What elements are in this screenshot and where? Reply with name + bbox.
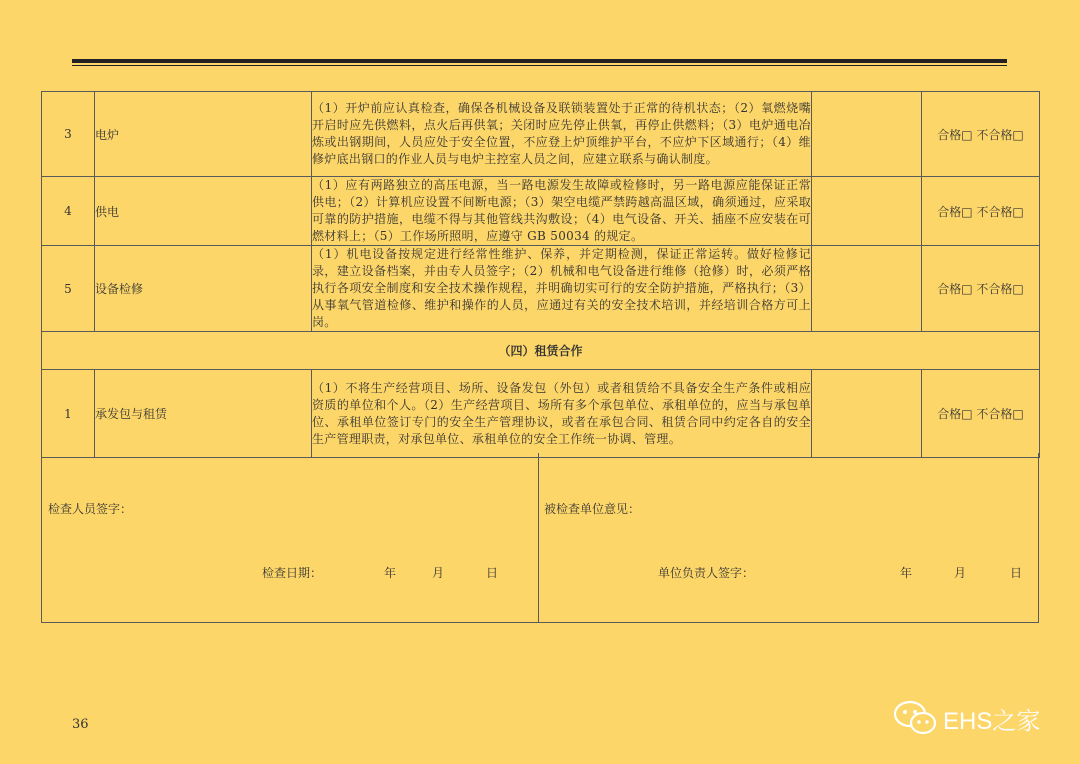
row-number: 1 bbox=[42, 370, 95, 458]
table-row bbox=[42, 92, 1040, 177]
signature-section bbox=[41, 453, 1039, 623]
sign-year: 年 bbox=[900, 566, 913, 580]
sign-month: 月 bbox=[954, 566, 967, 580]
item-requirements: （1）不将生产经营项目、场所、设备发包（外包）或者租赁给不具备安全生产条件或相应资质的单位和个人。（2）生产经营项目、场所有多个承包单位、承租单位的，应当与承包单位、承租单位签订专门的安全生产管理协议，或者在承包合同、租赁合同中约定各自的安全生产管理职责，对承包单位、承租单位的安全工作统一协调、管理。 bbox=[312, 370, 812, 458]
inspection-date-label: 检查日期： bbox=[262, 566, 323, 580]
item-requirements: （1）应有两路独立的高压电源，当一路电源发生故障或检修时，另一路电源应能保证正常供电；（2）计算机应设置不间断电源；（3）架空电缆严禁跨越高温区域，确须通过，应采取可靠的防护措施，电缆不得与其他管线共沟敷设；（4）电气设备、开关、插座不应安装在可燃材料上；（5）工作场所照明，应遵守 GB 50034 的规定。 bbox=[312, 177, 812, 246]
date-month: 月 bbox=[432, 566, 445, 580]
section-row bbox=[42, 332, 1040, 370]
unit-head-signature-label: 单位负责人签字： bbox=[658, 566, 755, 580]
blank-cell bbox=[812, 177, 922, 246]
row-number: 3 bbox=[42, 92, 95, 177]
table-row bbox=[42, 177, 1040, 246]
signature-divider bbox=[538, 453, 539, 622]
item-requirements: （1）开炉前应认真检查，确保各机械设备及联锁装置处于正常的待机状态；（2）氧燃烧嘴开启时应先供燃料，点火后再供氧；关闭时应先停止供氧，再停止供燃料；（3）电炉通电冶炼或出钢期间，人员应处于安全位置，不应登上炉顶维护平台，不应炉下区域通行；（4）维修炉底出钢口的作业人员与电炉主控室人员之间，应建立联系与确认制度。 bbox=[312, 92, 812, 177]
date-day: 日 bbox=[486, 566, 499, 580]
page-number: 36 bbox=[72, 717, 89, 732]
section-title: （四）租赁合作 bbox=[42, 332, 1040, 370]
watermark bbox=[893, 700, 1040, 736]
row-number: 4 bbox=[42, 177, 95, 246]
blank-cell bbox=[812, 246, 922, 332]
header-rule-thick bbox=[72, 59, 1007, 63]
unit-opinion-label: 被检查单位意见： bbox=[544, 502, 641, 516]
sign-day: 日 bbox=[1010, 566, 1023, 580]
result-checkbox[interactable]: 合格□ 不合格□ bbox=[922, 177, 1040, 246]
watermark-text: EHS之家 bbox=[943, 707, 1041, 735]
blank-cell bbox=[812, 92, 922, 177]
table-row bbox=[42, 246, 1040, 332]
result-checkbox[interactable]: 合格□ 不合格□ bbox=[922, 246, 1040, 332]
result-checkbox[interactable]: 合格□ 不合格□ bbox=[922, 92, 1040, 177]
blank-cell bbox=[812, 370, 922, 458]
item-name: 供电 bbox=[95, 177, 312, 246]
inspection-table bbox=[41, 91, 1040, 458]
item-name: 设备检修 bbox=[95, 246, 312, 332]
inspector-signature-label: 检查人员签字： bbox=[48, 502, 133, 516]
header-rule-thin bbox=[72, 65, 1007, 66]
result-checkbox[interactable]: 合格□ 不合格□ bbox=[922, 370, 1040, 458]
item-name: 承发包与租赁 bbox=[95, 370, 312, 458]
item-name: 电炉 bbox=[95, 92, 312, 177]
row-number: 5 bbox=[42, 246, 95, 332]
table-row bbox=[42, 370, 1040, 458]
wechat-icon bbox=[893, 700, 937, 736]
date-year: 年 bbox=[384, 566, 397, 580]
item-requirements: （1）机电设备按规定进行经常性维护、保养，并定期检测，保证正常运转。做好检修记录，建立设备档案，并由专人员签字；（2）机械和电气设备进行维修（抢修）时，必须严格执行各项安全制度和安全技术操作规程，并明确切实可行的安全防护措施，严格执行；（3）从事氧气管道检修、维护和操作的人员，应通过有关的安全技术培训，并经培训合格方可上岗。 bbox=[312, 246, 812, 332]
